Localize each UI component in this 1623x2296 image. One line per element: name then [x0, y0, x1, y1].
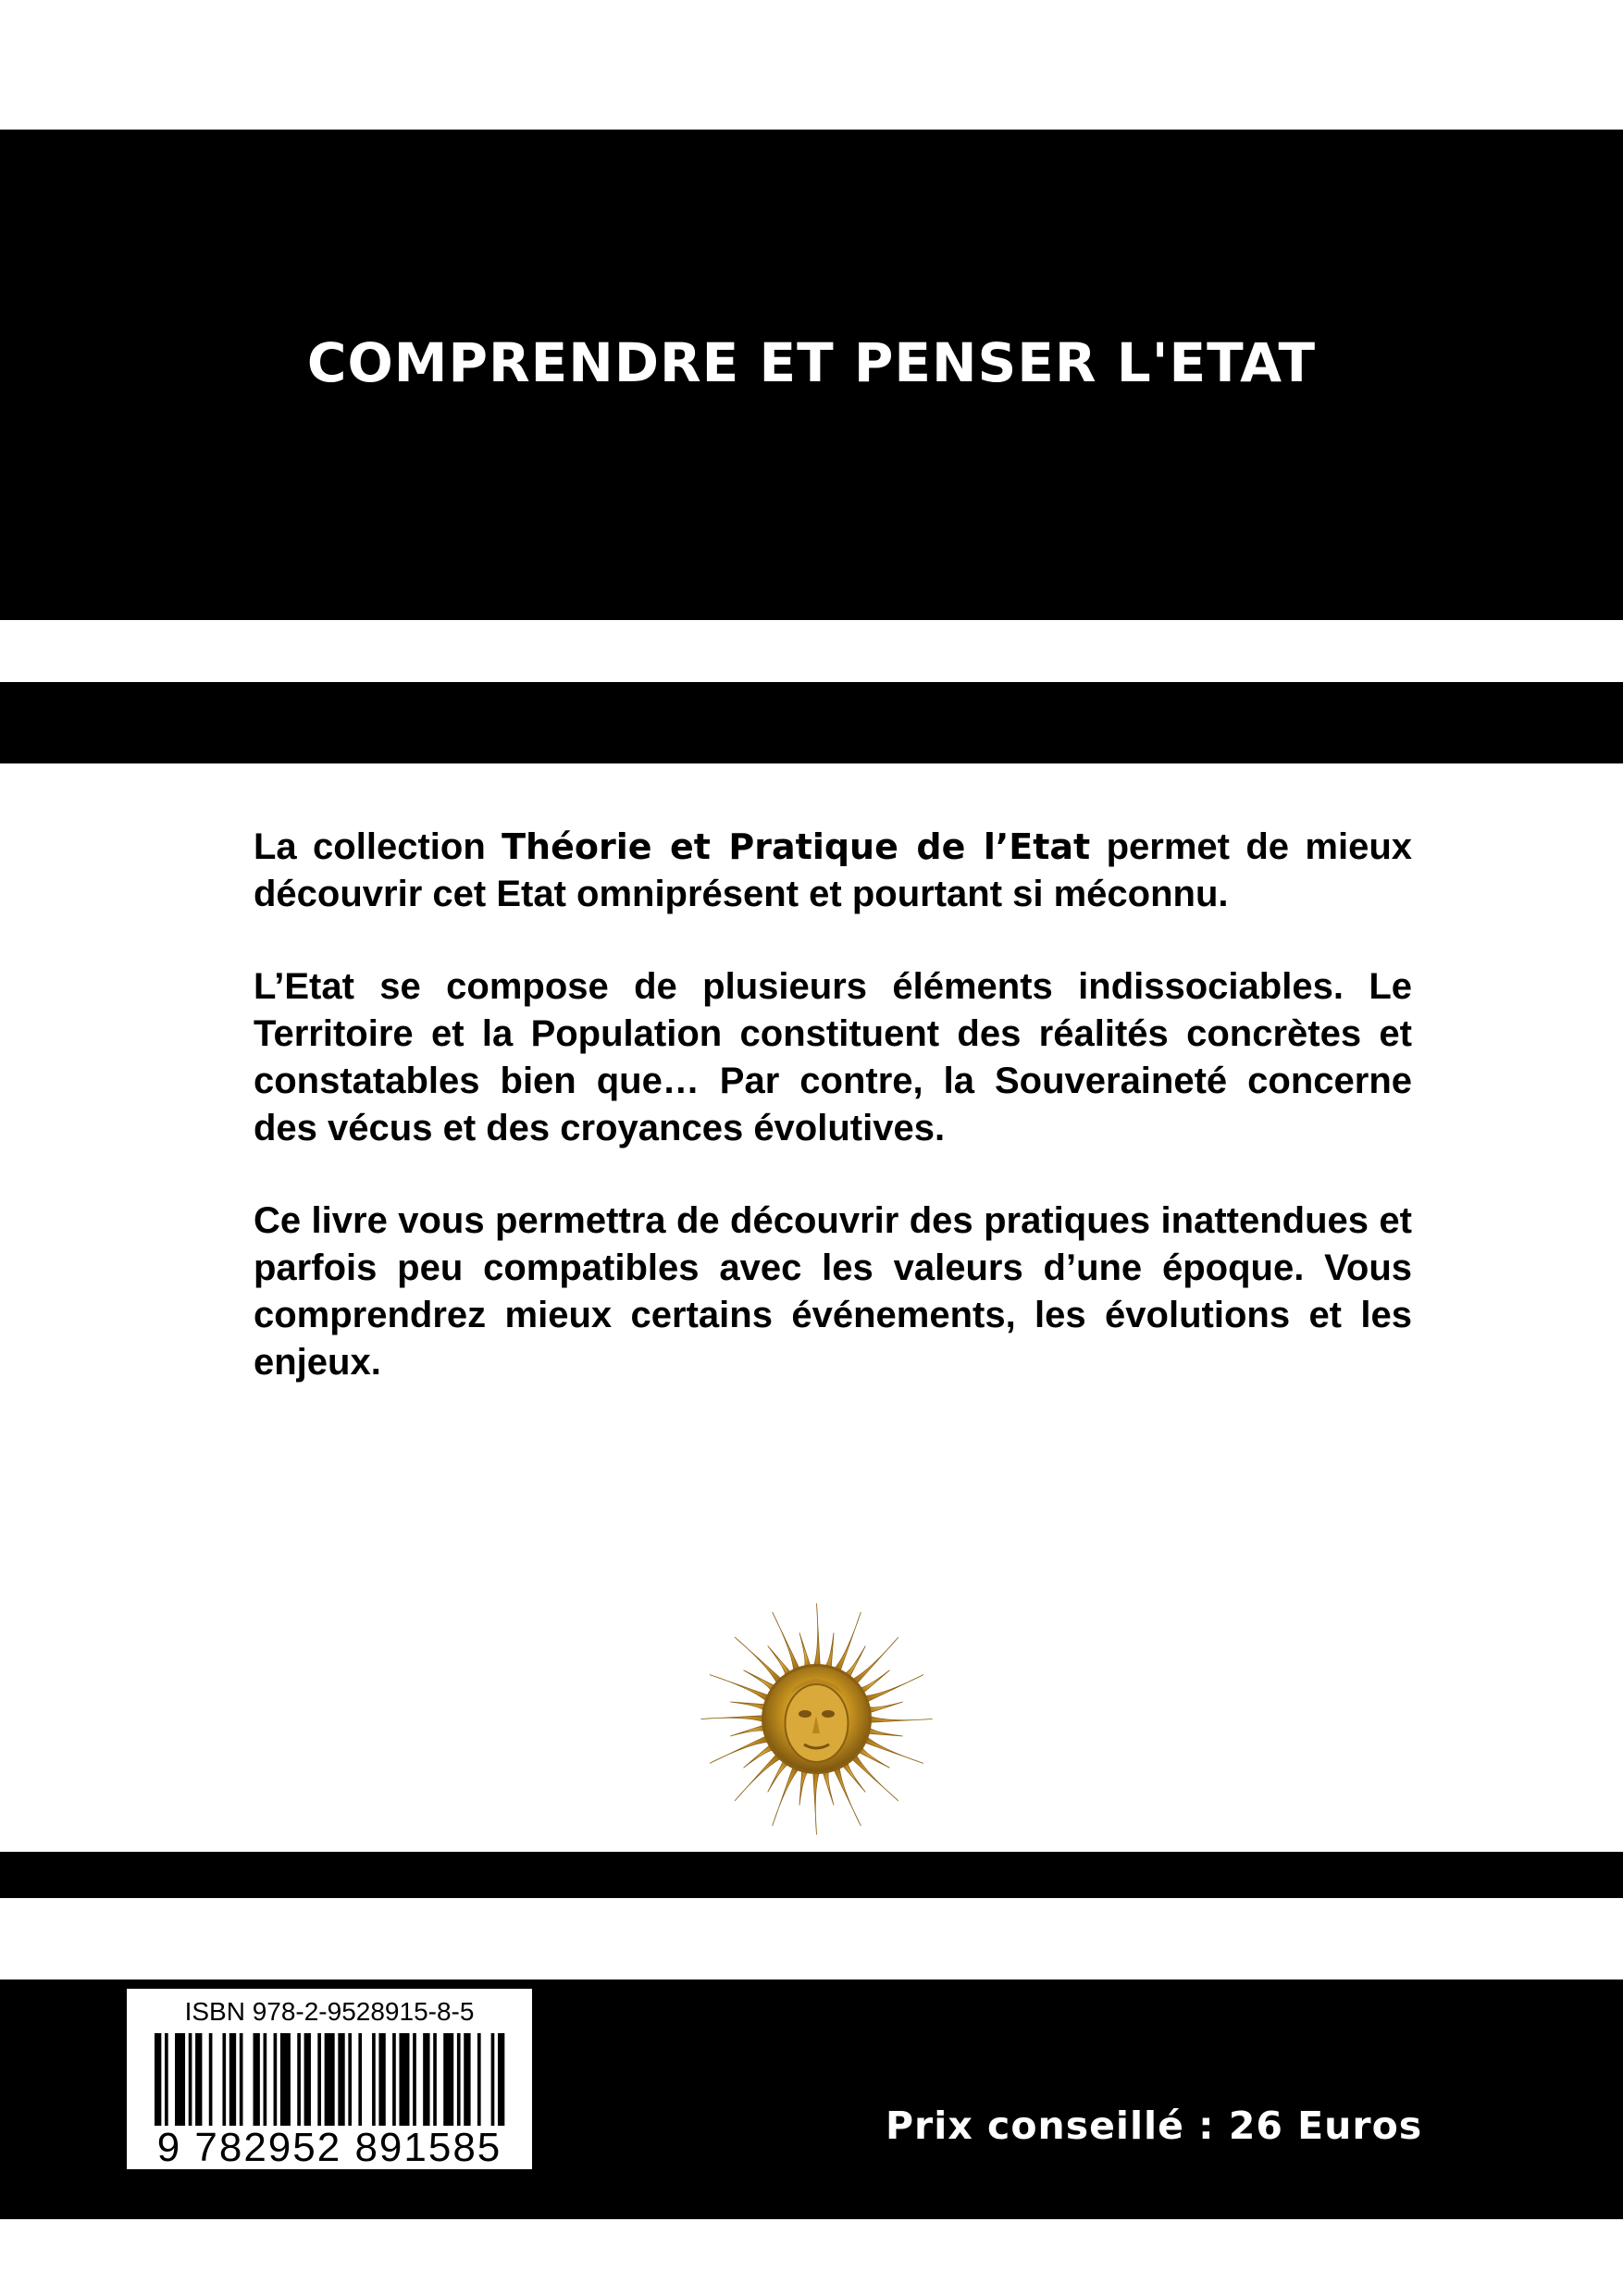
barcode-icon — [155, 2033, 508, 2126]
back-cover-blurb — [254, 824, 1412, 1432]
blurb-p1-rest: permet de mieux découvrir cet Etat omniprésent et pourtant si méconnu. — [254, 826, 1412, 914]
isbn-barcode-box — [125, 1987, 534, 2171]
sun-ray — [867, 1716, 932, 1723]
barcode-bar — [240, 2033, 243, 2126]
blurb-paragraph-1 — [254, 824, 1412, 918]
barcode-bar — [457, 2033, 461, 2126]
blurb-paragraph-3: Ce livre vous permettra de découvrir des pratiques inattendues et parfois peu compatibles avec les valeurs d’une époque. Vous comprendrez mieux certains événements, les évolutions et les enjeux. — [254, 1200, 1412, 1383]
divider-band-upper — [0, 682, 1623, 763]
barcode-bar — [498, 2033, 504, 2126]
barcode-bar — [477, 2033, 481, 2126]
sun-ray — [710, 1735, 771, 1763]
blurb-paragraph-2: L’Etat se compose de plusieurs éléments indissociables. Le Territoire et la Population constituent des réalités concrètes et constatables bien que… Par contre, la Souveraineté concerne des vécus et des croyances évolutives. — [254, 966, 1412, 1148]
barcode-bar — [372, 2033, 376, 2126]
barcode-bar — [229, 2033, 236, 2126]
barcode-bar — [433, 2033, 437, 2126]
barcode-bar — [264, 2033, 267, 2126]
suggested-price: Prix conseillé : 26 Euros — [886, 2104, 1423, 2148]
sun-ray — [833, 1612, 861, 1673]
barcode-bar — [209, 2033, 213, 2126]
sun-ray — [862, 1675, 923, 1703]
sun-ray — [773, 1612, 800, 1673]
barcode-bar — [338, 2033, 344, 2126]
barcode-bar — [392, 2033, 396, 2126]
sun-ray — [710, 1675, 771, 1703]
barcode-bar — [423, 2033, 429, 2126]
barcode-bar — [222, 2033, 226, 2126]
sun-ray — [701, 1716, 766, 1723]
collection-name: Théorie et Pratique de l’Etat — [502, 826, 1091, 867]
barcode-bar — [413, 2033, 416, 2126]
sun-ray — [813, 1769, 821, 1834]
barcode-bar — [443, 2033, 453, 2126]
sun-ray — [813, 1604, 821, 1669]
barcode-bar — [155, 2033, 161, 2126]
barcode-bar — [378, 2033, 385, 2126]
barcode-bar — [348, 2033, 352, 2126]
barcode-bar — [491, 2033, 495, 2126]
barcode-bar — [195, 2033, 202, 2126]
divider-band-lower — [0, 1852, 1623, 1898]
sun-ray — [862, 1735, 923, 1763]
barcode-bar — [175, 2033, 185, 2126]
barcode-digits: 9 782952 891585 — [156, 2125, 502, 2170]
sun-king-emblem-icon — [699, 1601, 935, 1837]
sun-ray — [833, 1765, 861, 1826]
barcode-bar — [304, 2033, 311, 2126]
barcode-bar — [189, 2033, 192, 2126]
barcode-bar — [297, 2033, 301, 2126]
cover-title: COMPRENDRE ET PENSER L'ETAT — [306, 331, 1317, 394]
barcode-bar — [464, 2033, 470, 2126]
barcode-bar — [274, 2033, 278, 2126]
barcode-bar — [399, 2033, 409, 2126]
barcode-bar — [317, 2033, 321, 2126]
barcode-bar — [254, 2033, 260, 2126]
barcode-bar — [325, 2033, 335, 2126]
barcode-bar — [280, 2033, 291, 2126]
sun-ray — [773, 1765, 800, 1826]
barcode-bar — [165, 2033, 168, 2126]
isbn-number: ISBN 978-2-9528915-8-5 — [184, 1997, 475, 2026]
barcode-bar — [358, 2033, 362, 2126]
blurb-p1-intro: La collection — [254, 826, 502, 867]
